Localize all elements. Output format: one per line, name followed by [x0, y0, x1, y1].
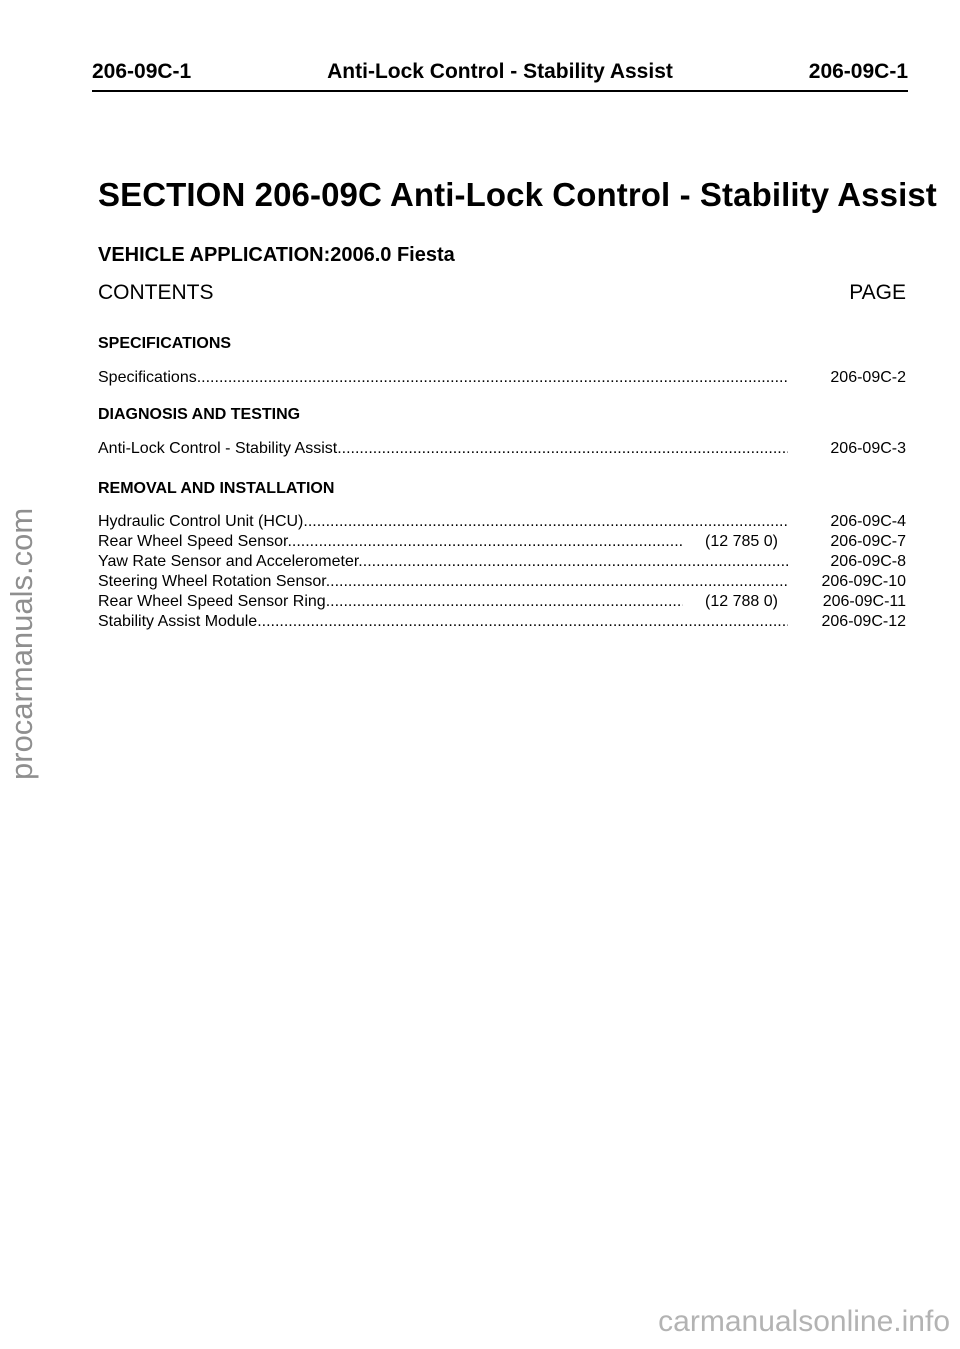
toc-entry-title: Anti-Lock Control - Stability Assist .....	[98, 439, 788, 459]
toc-entry[interactable]	[98, 592, 906, 612]
toc-entry-title: Rear Wheel Speed Sensor Ring .....	[98, 592, 683, 612]
toc-group-heading: SPECIFICATIONS	[98, 335, 232, 352]
toc-entry[interactable]	[98, 572, 906, 592]
toc-entry[interactable]	[98, 532, 906, 552]
toc-entry-title: Rear Wheel Speed Sensor .....	[98, 532, 683, 552]
toc-entry-page: 206-09C-8	[830, 553, 906, 570]
toc-entry[interactable]	[98, 512, 906, 532]
toc-entry-title: Stability Assist Module .....	[98, 612, 788, 632]
toc-entry-page: 206-09C-2	[830, 369, 906, 386]
header-left-code: 206-09C-1	[92, 60, 192, 83]
header-rule	[92, 90, 908, 92]
toc-entry[interactable]	[98, 439, 906, 459]
toc-entry-page: 206-09C-4	[830, 513, 906, 530]
toc-entry-page: 206-09C-12	[821, 613, 906, 630]
toc-entry-page: 206-09C-10	[821, 573, 906, 590]
bottom-watermark: carmanualsonline.info	[658, 1305, 950, 1338]
toc-entry-page: 206-09C-3	[830, 440, 906, 457]
side-watermark: procarmanuals.com	[4, 507, 39, 780]
header-center-title: Anti-Lock Control - Stability Assist	[327, 60, 673, 83]
toc-group-heading: REMOVAL AND INSTALLATION	[98, 480, 335, 497]
toc-entry-title: Steering Wheel Rotation Sensor .....	[98, 572, 788, 592]
toc-entry-page: 206-09C-11	[822, 593, 906, 610]
vehicle-application: VEHICLE APPLICATION:2006.0 Fiesta	[98, 244, 455, 266]
toc-group-heading: DIAGNOSIS AND TESTING	[98, 406, 301, 423]
toc-entry[interactable]	[98, 612, 906, 632]
toc-entry-title: Yaw Rate Sensor and Accelerometer .....	[98, 552, 788, 572]
toc-entry-ref: (12 788 0)	[705, 593, 778, 610]
toc-entry-ref: (12 785 0)	[705, 533, 778, 550]
toc-entry[interactable]	[98, 552, 906, 572]
running-header	[92, 60, 908, 90]
page-label: PAGE	[849, 281, 906, 304]
toc-entry[interactable]	[98, 368, 906, 388]
toc-entry-title: Hydraulic Control Unit (HCU) .....	[98, 512, 788, 532]
toc-entry-title: Specifications .....	[98, 368, 788, 388]
header-right-code: 206-09C-1	[808, 60, 908, 83]
contents-label: CONTENTS	[98, 281, 214, 304]
section-title: SECTION 206-09C Anti-Lock Control - Stability Assist	[98, 176, 937, 213]
toc-entry-page: 206-09C-7	[830, 533, 906, 550]
